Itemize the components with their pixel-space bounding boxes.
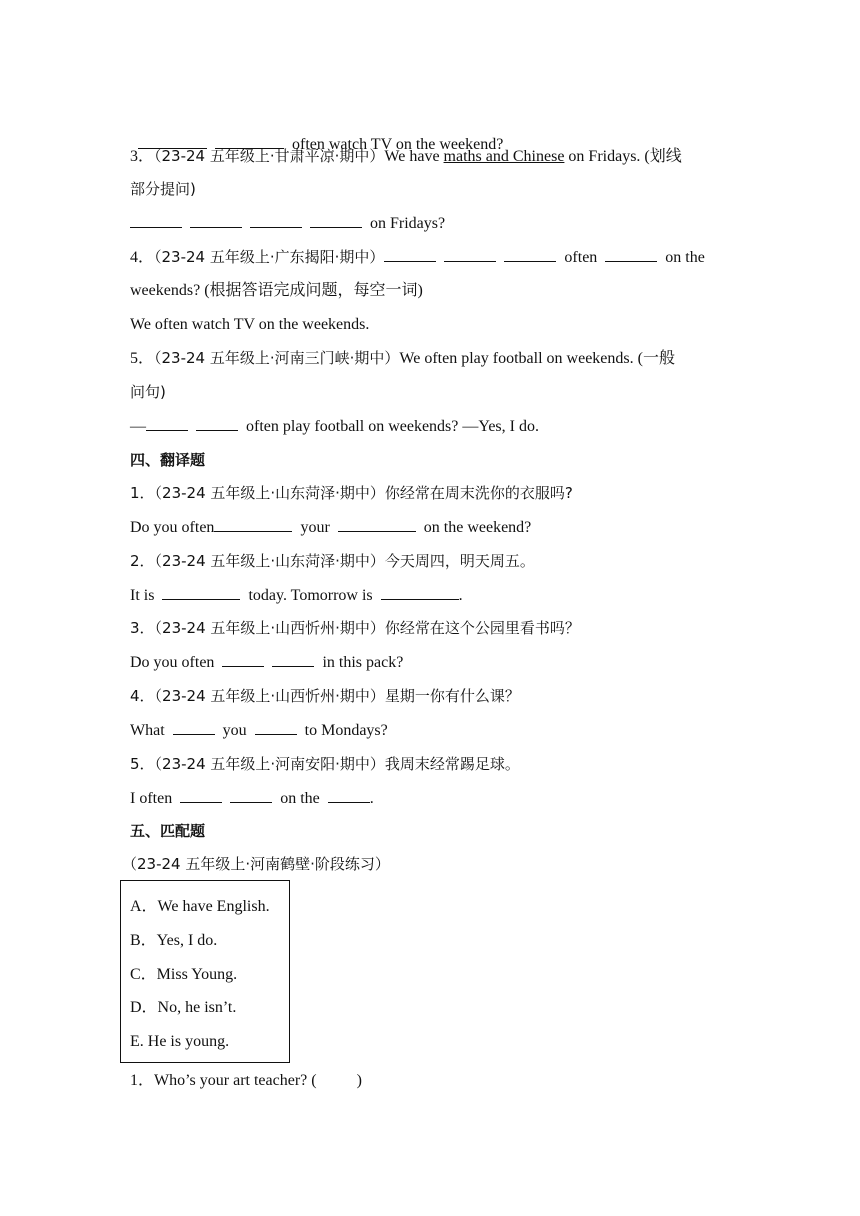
answer-blank[interactable] [162, 584, 240, 600]
question-5-continuation: 问句) [130, 383, 166, 401]
question-source: （23-24 五年级上·河南三门峡·期中） [154, 349, 400, 367]
answer-blank[interactable] [310, 212, 362, 228]
option-c: C．Miss Young. [130, 966, 238, 983]
answer-blank[interactable] [328, 787, 370, 803]
text-fragment: to Mondays? [304, 722, 388, 739]
text-fragment: Do you often [130, 519, 215, 536]
text-fragment: on the [665, 249, 705, 266]
translation-question-1: 1．（23-24 五年级上·山东菏泽·期中）你经常在周末洗你的衣服吗? [130, 484, 573, 502]
text-fragment: on Fridays? [370, 215, 446, 232]
translation-answer-1 [130, 516, 748, 539]
answer-blank[interactable] [190, 212, 242, 228]
text-fragment: We have [384, 148, 444, 165]
question-number: 5． [130, 350, 155, 367]
question-4 [130, 246, 748, 269]
question-source: （23-24 五年级上·广东揭阳·期中） [154, 248, 385, 266]
answer-blank[interactable] [180, 787, 222, 803]
translation-question-4: 4．（23-24 五年级上·山西忻州·期中）星期一你有什么课？ [130, 687, 520, 705]
text-fragment: What [130, 722, 165, 739]
translation-answer-4 [130, 719, 748, 742]
option-e: E. He is young. [130, 1033, 230, 1050]
text-fragment: today. Tomorrow is [248, 587, 373, 604]
answer-blank[interactable] [338, 516, 416, 532]
translation-answer-5 [130, 787, 748, 810]
answer-blank[interactable] [255, 719, 297, 735]
question-5 [130, 347, 748, 370]
option-b: B．Yes, I do. [130, 932, 218, 949]
answer-blank[interactable] [146, 415, 188, 431]
answer-blank[interactable] [444, 246, 496, 262]
text-fragment: It is [130, 587, 155, 604]
text-fragment: on the weekend? [423, 519, 532, 536]
answer-blank[interactable] [214, 516, 292, 532]
text-fragment: your [300, 519, 330, 536]
text-fragment: often watch TV on the weekend? [292, 136, 504, 153]
question-4-answer: We often watch TV on the weekends. [130, 316, 370, 333]
text-fragment: Do you often [130, 654, 215, 671]
text-fragment: . [458, 587, 463, 604]
answer-blank[interactable] [250, 212, 302, 228]
option-a: A．We have English. [130, 898, 270, 915]
question-source: （23-24 五年级上·甘肃平凉·期中） [154, 147, 385, 165]
text-fragment: often [564, 249, 598, 266]
translation-question-3: 3．（23-24 五年级上·山西忻州·期中）你经常在这个公园里看书吗？ [130, 619, 580, 637]
question-4-continuation: weekends? (根据答语完成问题，每空一词) [130, 282, 423, 299]
text-fragment: . [369, 790, 374, 807]
question-5-answer-line [130, 415, 748, 438]
translation-answer-2 [130, 584, 748, 607]
text-fragment: you [222, 722, 247, 739]
options-box [120, 880, 290, 1063]
answer-blank[interactable] [222, 651, 264, 667]
answer-blank[interactable] [605, 246, 657, 262]
answer-blank[interactable] [384, 246, 436, 262]
section-heading-translation: 四、翻译题 [130, 451, 206, 469]
answer-blank[interactable] [173, 719, 215, 735]
text-fragment: on the [280, 790, 320, 807]
underlined-phrase: maths and Chinese [443, 148, 565, 165]
text-fragment: in this pack? [322, 654, 404, 671]
text-fragment: We often play football on weekends. (一般 [399, 350, 675, 367]
translation-question-2: 2．（23-24 五年级上·山东菏泽·期中）今天周四，明天周五。 [130, 552, 535, 570]
answer-blank[interactable] [230, 787, 272, 803]
answer-blank[interactable] [130, 212, 182, 228]
matching-source: （23-24 五年级上·河南鹤壁·阶段练习） [122, 855, 390, 873]
matching-question-1: 1．Who’s your art teacher? ( ) [130, 1072, 362, 1089]
answer-blank[interactable] [196, 415, 238, 431]
question-number: 3． [130, 148, 155, 165]
answer-blank[interactable] [504, 246, 556, 262]
text-fragment: often play football on weekends? —Yes, I do. [246, 418, 539, 435]
section-heading-matching: 五、匹配题 [130, 822, 206, 840]
question-number: 4． [130, 249, 155, 266]
answer-blank[interactable] [272, 651, 314, 667]
question-3 [130, 145, 748, 168]
translation-answer-3 [130, 651, 748, 674]
question-3-continuation: 部分提问) [130, 180, 196, 198]
option-d: D．No, he isn’t. [130, 999, 237, 1016]
text-fragment: on Fridays. (划线 [564, 148, 682, 165]
answer-blank[interactable] [381, 584, 459, 600]
translation-question-5: 5．（23-24 五年级上·河南安阳·期中）我周末经常踢足球。 [130, 755, 520, 773]
text-fragment: I often [130, 790, 173, 807]
question-3-answer-line [130, 212, 748, 235]
dash: — [130, 418, 146, 435]
